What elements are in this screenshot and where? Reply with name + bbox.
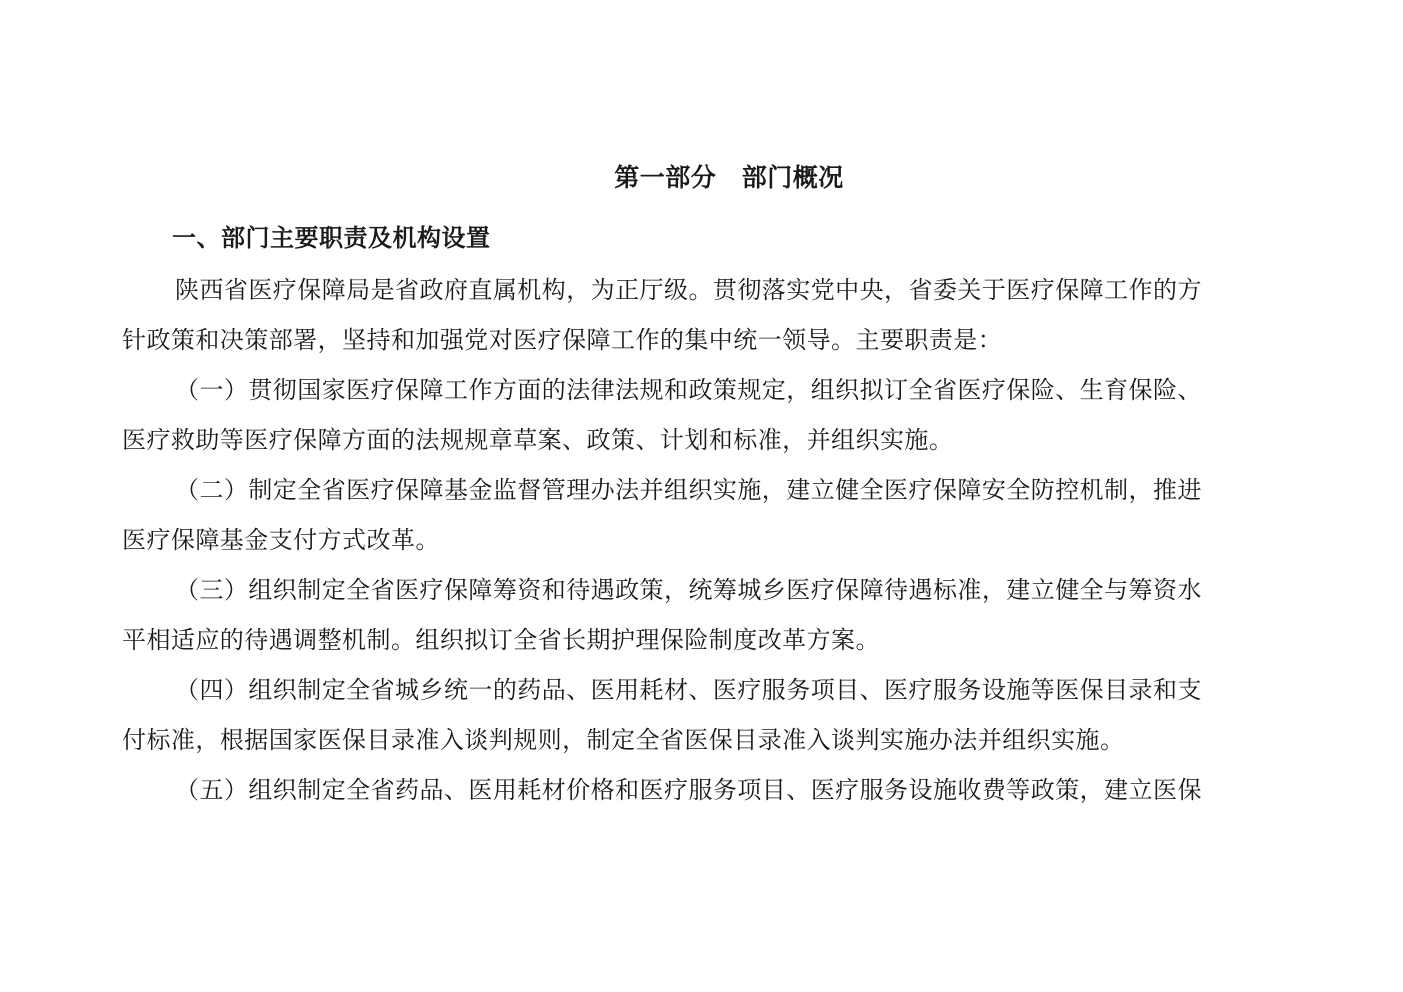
paragraph-line: （四）组织制定全省城乡统一的药品、医用耗材、医疗服务项目、医疗服务设施等医保目录和支 bbox=[175, 676, 1202, 704]
paragraph-line: 付标准，根据国家医保目录准入谈判规则，制定全省医保目录准入谈判实施办法并组织实施。 bbox=[122, 726, 1125, 754]
paragraph-line: 陕西省医疗保障局是省政府直属机构，为正厅级。贯彻落实党中央，省委关于医疗保障工作的方 bbox=[175, 276, 1202, 304]
section-heading: 一、部门主要职责及机构设置 bbox=[172, 224, 491, 252]
page-title: 第一部分 部门概况 bbox=[614, 163, 844, 192]
paragraph-line: （三）组织制定全省医疗保障筹资和待遇政策，统筹城乡医疗保障待遇标准，建立健全与筹资水 bbox=[175, 576, 1202, 604]
paragraph-line: （二）制定全省医疗保障基金监督管理办法并组织实施，建立健全医疗保障安全防控机制，推进 bbox=[175, 476, 1202, 504]
paragraph-line: 针政策和决策部署，坚持和加强党对医疗保障工作的集中统一领导。主要职责是： bbox=[122, 326, 1003, 354]
paragraph-line: （五）组织制定全省药品、医用耗材价格和医疗服务项目、医疗服务设施收费等政策，建立医保 bbox=[175, 776, 1202, 804]
paragraph-line: 医疗救助等医疗保障方面的法规规章草案、政策、计划和标准，并组织实施。 bbox=[122, 426, 954, 454]
paragraph-line: 平相适应的待遇调整机制。组织拟订全省长期护理保险制度改革方案。 bbox=[122, 626, 880, 654]
paragraph-line: 医疗保障基金支付方式改革。 bbox=[122, 526, 440, 554]
paragraph-line: （一）贯彻国家医疗保障工作方面的法律法规和政策规定，组织拟订全省医疗保险、生育保险、 bbox=[175, 376, 1202, 404]
